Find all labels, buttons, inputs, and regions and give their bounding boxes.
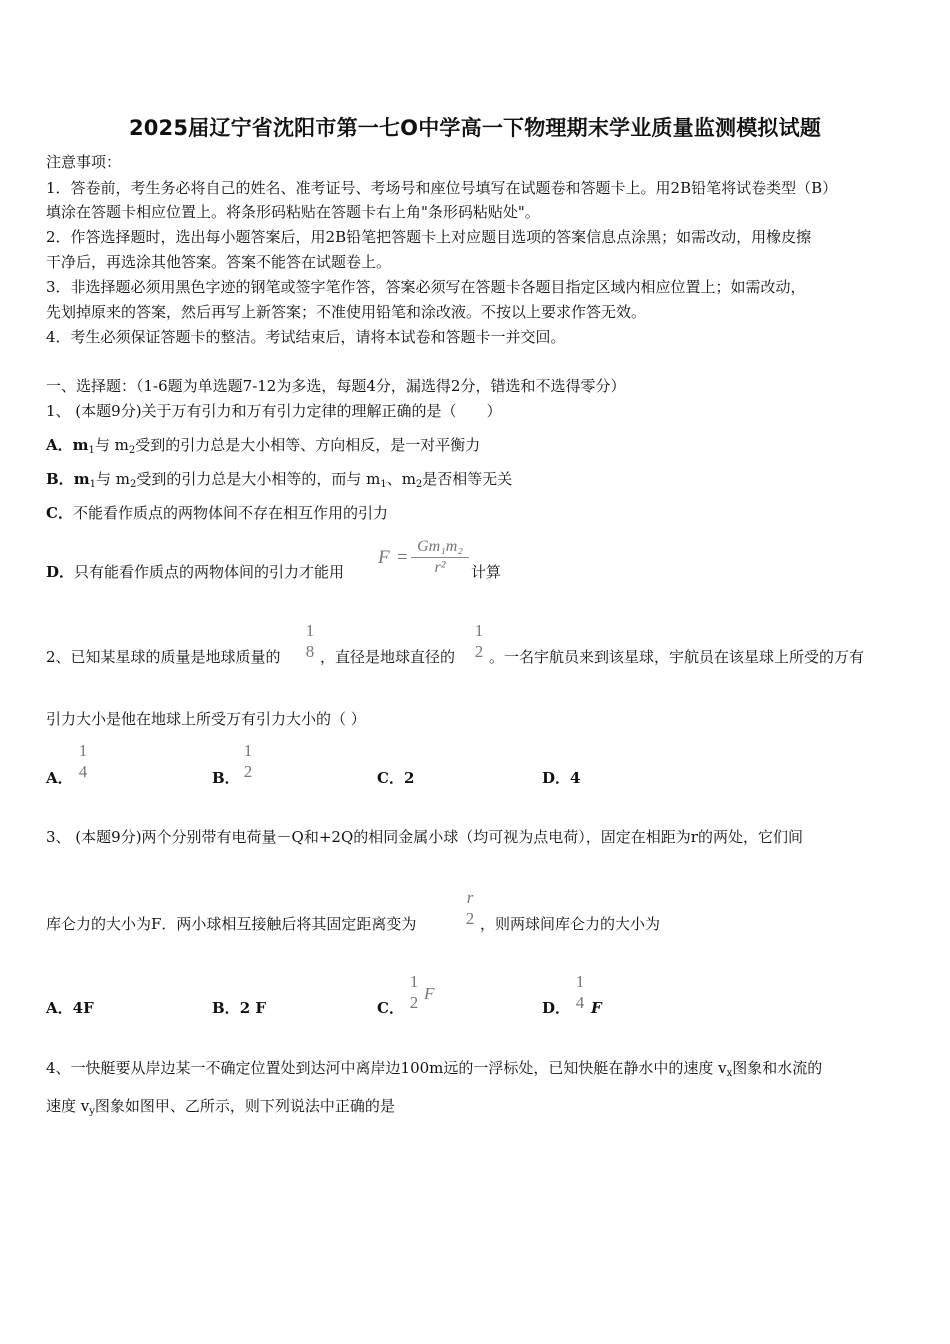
var-m: m: [72, 436, 89, 454]
notice-line-7: 4．考生必须保证答题卡的整洁。考试结束后，请将本试卷和答题卡一并交回。: [46, 328, 566, 346]
question-4-line-2: [46, 1096, 395, 1122]
question-3-option-d-label: D．: [542, 999, 571, 1017]
fraction-one-eighth: [302, 622, 318, 661]
formula-lhs: F: [378, 547, 390, 568]
text: 速度 v: [46, 1097, 90, 1115]
text: 图象和水流的: [732, 1059, 823, 1077]
fraction-numerator: Gm₁m₂: [417, 538, 463, 555]
text: 、m: [386, 470, 416, 488]
var-m: m: [73, 470, 90, 488]
question-2-option-a-value: [75, 742, 91, 781]
fraction-denominator: r²: [434, 559, 446, 576]
question-3-option-a: [46, 998, 94, 1018]
question-2-stem-part-4: 引力大小是他在地球上所受万有引力大小的（ ）: [46, 710, 366, 728]
question-2-stem-part-1: 2、已知某星球的质量是地球质量的: [46, 648, 281, 666]
text: 是否相等无关: [422, 470, 513, 488]
text: 图象如图甲、乙所示，则下列说法中正确的是: [94, 1097, 395, 1115]
subscript: y: [89, 1106, 95, 1117]
question-2-option-a-label: A．: [46, 769, 73, 787]
option-value: 4F: [72, 999, 94, 1017]
fraction-denominator: 4: [78, 762, 88, 781]
question-2-option-b-label: B．: [212, 769, 240, 787]
notice-line-3: 2．作答选择题时，选出每小题答案后，用2B铅笔把答题卡上对应题目选项的答案信息点涂黑；如需改动，用橡皮擦: [46, 228, 812, 246]
question-2-option-b-value: [240, 742, 256, 781]
section-heading: 一、选择题：（1-6题为单选题7-12为多选，每题4分，漏选得2分，错选和不选得零分）: [46, 377, 626, 395]
text: 不能看作质点的两物体间不存在相互作用的引力: [72, 504, 388, 522]
option-label: C．: [377, 769, 404, 787]
question-3-stem-part-3: ，则两球间库仑力的大小为: [480, 915, 661, 933]
option-label: B．: [212, 999, 240, 1017]
fraction-bar: [411, 557, 469, 558]
option-value: 2: [403, 769, 415, 787]
question-1-option-d-suffix: 计算: [471, 563, 502, 581]
fraction-numerator: r: [466, 888, 474, 907]
fraction-denominator: 4: [575, 993, 585, 1012]
formula-equals: =: [397, 547, 408, 568]
option-value: 4: [570, 769, 581, 787]
fraction-denominator: 2: [474, 642, 484, 661]
question-3-option-c-label: C．: [377, 999, 404, 1017]
fraction-denominator: 2: [409, 993, 419, 1012]
notice-line-5: 3．非选择题必须用黑色字迹的钢笔或签字笔作答，答案必须写在答题卡各题目指定区域内相应位置上；如需改动，: [46, 278, 806, 296]
text: 4、一快艇要从岸边某一不确定位置处到达河中离岸边100m远的一浮标处，已知快艇在静水中的速度 v: [46, 1059, 727, 1077]
fraction-numerator: 1: [575, 972, 585, 991]
fraction-numerator: 1: [474, 621, 484, 640]
question-1-option-a: [46, 435, 480, 461]
question-3-option-c-fraction: [406, 973, 422, 1012]
fraction-denominator: 2: [465, 909, 475, 928]
notice-line-2: 填涂在答题卡相应位置上。将条形码粘贴在答题卡右上角"条形码粘贴处"。: [46, 203, 540, 221]
subscript: x: [726, 1068, 733, 1079]
notice-line-1: 1．答卷前，考生务必将自己的姓名、准考证号、考场号和座位号填写在试题卷和答题卡上。用2B铅笔将试卷类型（B）: [46, 179, 838, 197]
question-3-option-b: [212, 998, 266, 1018]
text: 与 m: [94, 436, 129, 454]
fraction-one-half: [471, 622, 487, 661]
page-title: 2025届辽宁省沈阳市第一七O中学高一下物理期末学业质量监测模拟试题: [128, 116, 822, 140]
notice-line-6: 先划掉原来的答案，然后再写上新答案；不准使用铅笔和涂改液。不按以上要求作答无效。: [46, 303, 647, 321]
question-3-option-d-fraction: [572, 973, 588, 1012]
notice-line-4: 干净后，再选涂其他答案。答案不能答在试题卷上。: [46, 253, 392, 271]
fraction-numerator: 1: [243, 741, 253, 760]
subscript: 1: [89, 479, 96, 490]
gravitation-formula-fraction: [411, 538, 469, 577]
text: 受到的引力总是大小相等的，而与 m: [136, 470, 381, 488]
option-value: 2 F: [239, 999, 266, 1017]
subscript: 2: [129, 479, 137, 490]
option-label: D．: [542, 769, 571, 787]
question-3-stem-part-1: 3、 (本题9分)两个分别带有电荷量－Q和+2Q的相同金属小球（均可视为点电荷），固定在相距为r的两处，它们间: [46, 828, 803, 846]
fraction-numerator: 1: [305, 621, 315, 640]
notice-heading: 注意事项：: [46, 153, 122, 171]
question-1-option-c: [46, 503, 388, 523]
question-3-option-c-var: F: [424, 984, 435, 1003]
subscript: 2: [415, 479, 423, 490]
question-1-option-d: [46, 562, 344, 582]
question-4-line-1: [46, 1058, 822, 1084]
fraction-denominator: 2: [243, 762, 253, 781]
subscript: 1: [380, 479, 387, 490]
fraction-numerator: 1: [409, 972, 419, 991]
fraction-r-over-2: [462, 889, 478, 928]
question-2-option-d: [542, 768, 580, 788]
option-label: A．: [46, 999, 73, 1017]
subscript: 1: [88, 445, 95, 456]
question-2-stem-part-2: ，直径是地球直径的: [320, 648, 456, 666]
subscript: 2: [128, 445, 136, 456]
option-label: C．: [46, 504, 73, 522]
fraction-numerator: 1: [78, 741, 88, 760]
question-2-stem-part-3: 。一名宇航员来到该星球，宇航员在该星球上所受的万有: [489, 648, 865, 666]
question-3-option-d-var: F: [591, 999, 602, 1017]
question-2-option-c: [377, 768, 414, 788]
option-label: B．: [46, 470, 74, 488]
text: 与 m: [95, 470, 130, 488]
option-label: A．: [46, 436, 73, 454]
text: 受到的引力总是大小相等、方向相反，是一对平衡力: [135, 436, 481, 454]
question-1-option-b: [46, 469, 512, 495]
option-label: D．: [46, 563, 75, 581]
fraction-denominator: 8: [305, 642, 315, 661]
question-1-stem: 1、 (本题9分)关于万有引力和万有引力定律的理解正确的是（ ）: [46, 402, 502, 420]
text: 只有能看作质点的两物体间的引力才能用: [74, 563, 345, 581]
question-3-stem-part-2: 库仑力的大小为F．两小球相互接触后将其固定距离变为: [46, 915, 417, 933]
